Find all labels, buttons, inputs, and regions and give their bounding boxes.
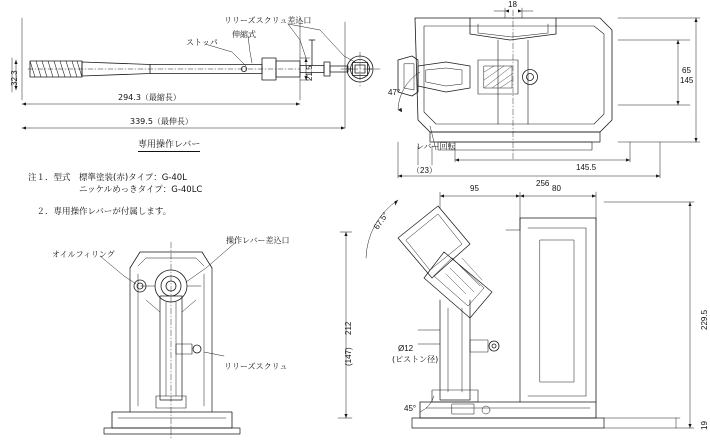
note-line-3: ２．専用操作レバーが付属します。 <box>28 207 172 217</box>
note-line-2: ニッケルめっきタイプ：G-40LC <box>28 185 203 195</box>
dim-piston-dia: Ø12 <box>398 344 414 353</box>
dim-length-max: 339.5（最伸長） <box>130 117 193 126</box>
label-release-screw: リリーズスクリュ <box>224 362 288 371</box>
dim-145-5: 145.5 <box>576 163 597 172</box>
dim-32-3: 32.3 <box>10 70 19 86</box>
label-telescopic: 伸縮式 <box>232 30 256 39</box>
dim-angle-67-5: 67.5° <box>372 210 391 232</box>
label-piston-dia: (ピストン径) <box>392 355 439 364</box>
label-release-screw-port: リリーズスクリュ差込口 <box>224 16 312 25</box>
lever-caption: 専用操作レバー <box>138 140 200 152</box>
dim-256: 256 <box>536 179 550 188</box>
dim-145: 145 <box>680 76 694 85</box>
dim-80: 80 <box>552 184 561 193</box>
dim-18: 18 <box>508 0 517 9</box>
dim-65: 65 <box>682 66 691 75</box>
dim-21-5: 21.5 <box>305 65 314 81</box>
label-oil-filling: オイルフィリング <box>52 250 115 259</box>
label-lever-port: 操作レバー差込口 <box>226 236 290 245</box>
note-line-1: 注１．型式 標準塗装(赤)タイプ：G-40L <box>28 173 187 183</box>
dim-length-min: 294.3（最縮長） <box>118 93 181 102</box>
dim-95: 95 <box>470 184 479 193</box>
dim-19: 19 <box>700 421 709 430</box>
dim-212: 212 <box>344 321 353 335</box>
dim-23: （23） <box>412 166 437 175</box>
dim-angle-45: 45° <box>404 404 417 413</box>
label-lever-rotation: レバー回転 <box>416 142 456 151</box>
dim-147: (147) <box>344 347 353 366</box>
dim-229-5: 229.5 <box>700 309 709 330</box>
dim-angle-47: 47° <box>388 88 401 97</box>
label-stopper: ストッパ <box>186 38 218 47</box>
